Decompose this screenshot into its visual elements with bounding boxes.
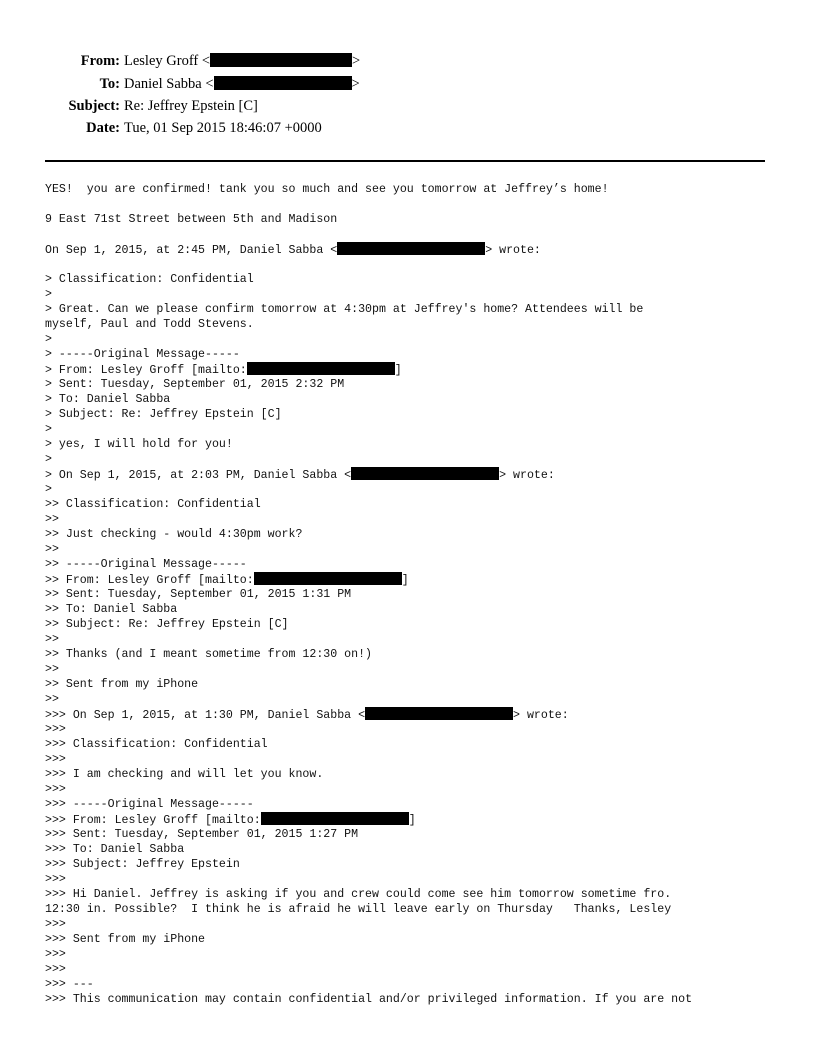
line-text: >: [45, 453, 52, 466]
redaction-box: [210, 53, 352, 67]
redaction-box: [247, 362, 395, 375]
date-label: Date:: [86, 120, 120, 136]
line-text: > wrote:: [499, 469, 555, 482]
body-line: [45, 902, 785, 917]
redaction-box: [261, 812, 409, 825]
line-text: 12:30 in. Possible? I think he is afraid he will leave early on Thursday Thanks, Lesley: [45, 903, 672, 916]
line-text: >>> From: Lesley Groff [mailto:: [45, 814, 261, 827]
body-line: [45, 692, 785, 707]
date-value: Tue, 01 Sep 2015 18:46:07 +0000: [124, 120, 322, 136]
body-line: [45, 617, 785, 632]
body-line: [45, 947, 785, 962]
to-value: Daniel Sabba <: [124, 76, 214, 92]
line-text: >> Just checking - would 4:30pm work?: [45, 528, 303, 541]
line-text: >>> On Sep 1, 2015, at 1:30 PM, Daniel Sabba <: [45, 709, 366, 722]
line-text: >>>: [45, 723, 66, 736]
body-line: [45, 542, 785, 557]
email-body: [45, 182, 785, 1007]
body-line: [45, 272, 785, 287]
body-line: [45, 467, 785, 482]
line-text: >>>: [45, 753, 66, 766]
line-text: >>> To: Daniel Sabba: [45, 843, 185, 856]
line-text: >: [45, 483, 52, 496]
body-line: [45, 512, 785, 527]
line-text: >> Classification: Confidential: [45, 498, 261, 511]
body-line: [45, 677, 785, 692]
line-text: >> From: Lesley Groff [mailto:: [45, 574, 254, 587]
body-line: [45, 752, 785, 767]
body-line: [45, 287, 785, 302]
subject-row: [0, 98, 816, 118]
body-line: [45, 527, 785, 542]
line-text: ]: [408, 814, 416, 827]
line-text: > wrote:: [485, 244, 541, 257]
body-line: [45, 497, 785, 512]
line-text: >>> -----Original Message-----: [45, 798, 254, 811]
from-label: From:: [80, 53, 120, 69]
line-text: >>> This communication may contain confidential and/or privileged information. If you are not: [45, 993, 693, 1006]
line-text: > Classification: Confidential: [45, 273, 254, 286]
line-text: >> -----Original Message-----: [45, 558, 247, 571]
line-text: >>> Hi Daniel. Jeffrey is asking if you and crew could come see him tomorrow sometime fro.: [45, 888, 672, 901]
body-line: [45, 557, 785, 572]
body-line: [45, 632, 785, 647]
line-text: ]: [394, 364, 402, 377]
line-text: >>> I am checking and will let you know.: [45, 768, 324, 781]
line-text: >>> Subject: Jeffrey Epstein: [45, 858, 240, 871]
body-line: [45, 572, 785, 587]
body-line: [45, 782, 785, 797]
body-line: [45, 332, 785, 347]
body-line: [45, 302, 785, 317]
body-line: [45, 347, 785, 362]
line-text: >> To: Daniel Sabba: [45, 603, 178, 616]
body-line: [45, 212, 785, 227]
body-line: [45, 722, 785, 737]
line-text: 9 East 71st Street between 5th and Madison: [45, 213, 338, 226]
redaction-box: [214, 76, 352, 90]
body-line: [45, 602, 785, 617]
body-line: [45, 377, 785, 392]
redaction-box: [254, 572, 402, 585]
line-text: > On Sep 1, 2015, at 2:03 PM, Daniel Sabba <: [45, 469, 352, 482]
line-text: > Subject: Re: Jeffrey Epstein [C]: [45, 408, 282, 421]
line-text: myself, Paul and Todd Stevens.: [45, 318, 254, 331]
body-line: [45, 737, 785, 752]
line-text: >>>: [45, 948, 66, 961]
body-line: [45, 707, 785, 722]
line-text: >>: [45, 633, 59, 646]
line-text: >: [45, 333, 52, 346]
line-text: >>> Sent from my iPhone: [45, 933, 206, 946]
line-text: >> Subject: Re: Jeffrey Epstein [C]: [45, 618, 289, 631]
body-line: [45, 662, 785, 677]
body-line: [45, 767, 785, 782]
body-line: [45, 917, 785, 932]
line-text: >> Thanks (and I meant sometime from 12:30 on!): [45, 648, 372, 661]
body-line: [45, 407, 785, 422]
line-text: >>: [45, 693, 59, 706]
line-text: >>>: [45, 963, 66, 976]
line-text: >>> ---: [45, 978, 94, 991]
body-line: [45, 647, 785, 662]
line-text: > To: Daniel Sabba: [45, 393, 171, 406]
line-text: >>: [45, 543, 59, 556]
body-line: [45, 857, 785, 872]
date-row: [0, 120, 816, 140]
line-text: > -----Original Message-----: [45, 348, 240, 361]
line-text: On Sep 1, 2015, at 2:45 PM, Daniel Sabba <: [45, 244, 338, 257]
body-line: [45, 872, 785, 887]
body-line: [45, 482, 785, 497]
from-value: Lesley Groff <: [124, 53, 211, 69]
subject-value: Re: Jeffrey Epstein [C]: [124, 98, 258, 114]
body-line: [45, 392, 785, 407]
line-text: > Sent: Tuesday, September 01, 2015 2:32 PM: [45, 378, 345, 391]
body-line: [45, 827, 785, 842]
line-text: >>> Classification: Confidential: [45, 738, 268, 751]
line-text: >: [45, 288, 52, 301]
line-text: > From: Lesley Groff [mailto:: [45, 364, 247, 377]
body-line: [45, 812, 785, 827]
body-line: [45, 242, 785, 257]
body-line: [45, 437, 785, 452]
header-divider: [45, 160, 765, 162]
to-close: >: [351, 76, 360, 92]
redaction-box: [337, 242, 485, 255]
from-close: >: [352, 53, 361, 69]
line-text: > Great. Can we please confirm tomorrow at 4:30pm at Jeffrey's home? Attendees will be: [45, 303, 644, 316]
body-line: [45, 257, 785, 272]
from-row: [0, 53, 816, 73]
body-line: [45, 362, 785, 377]
body-line: [45, 932, 785, 947]
line-text: > wrote:: [513, 709, 569, 722]
body-line: [45, 992, 785, 1007]
body-line: [45, 182, 785, 197]
to-row: [0, 76, 816, 96]
line-text: > yes, I will hold for you!: [45, 438, 233, 451]
line-text: >: [45, 423, 52, 436]
body-line: [45, 977, 785, 992]
line-text: >>: [45, 663, 59, 676]
body-line: [45, 887, 785, 902]
body-line: [45, 422, 785, 437]
body-line: [45, 452, 785, 467]
line-text: >>>: [45, 783, 66, 796]
body-line: [45, 227, 785, 242]
line-text: >>>: [45, 918, 66, 931]
redaction-box: [351, 467, 499, 480]
line-text: >> Sent: Tuesday, September 01, 2015 1:31 PM: [45, 588, 352, 601]
body-line: [45, 842, 785, 857]
line-text: >>: [45, 513, 59, 526]
body-line: [45, 797, 785, 812]
line-text: >>> Sent: Tuesday, September 01, 2015 1:27 PM: [45, 828, 359, 841]
body-line: [45, 317, 785, 332]
body-line: [45, 962, 785, 977]
line-text: >> Sent from my iPhone: [45, 678, 199, 691]
body-line: [45, 587, 785, 602]
body-line: [45, 197, 785, 212]
redaction-box: [365, 707, 513, 720]
subject-label: Subject:: [68, 98, 120, 114]
line-text: ]: [401, 574, 409, 587]
to-label: To:: [99, 76, 120, 92]
line-text: >>>: [45, 873, 66, 886]
line-text: YES! you are confirmed! tank you so much and see you tomorrow at Jeffrey’s home!: [45, 183, 609, 196]
